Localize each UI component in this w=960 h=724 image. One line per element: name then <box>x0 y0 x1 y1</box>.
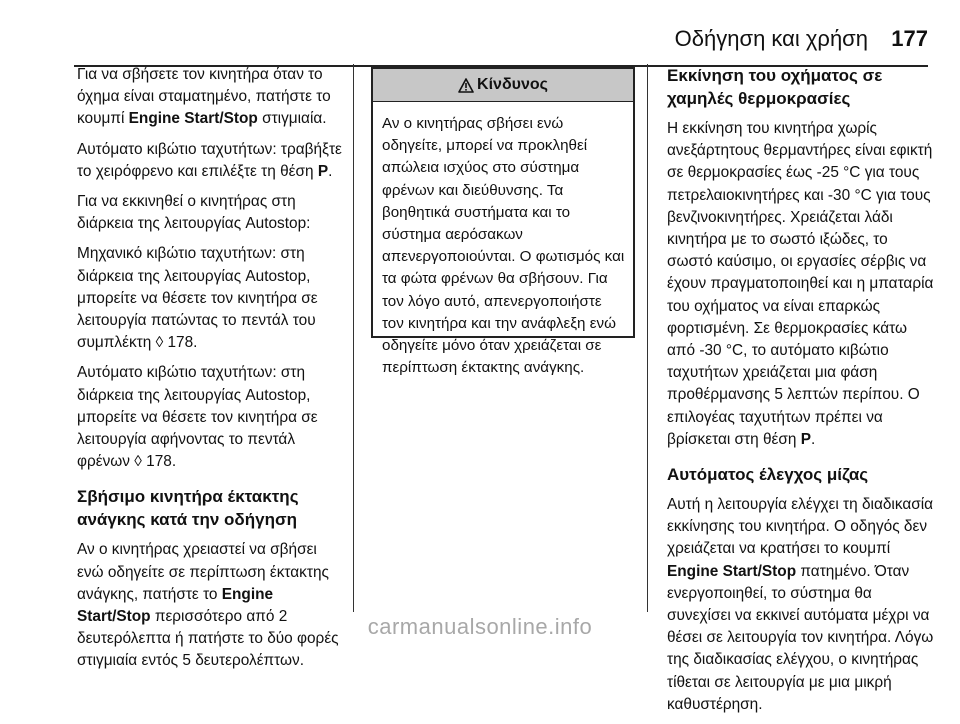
footer-watermark <box>0 612 960 642</box>
paragraph: Για να σβήσετε τον κινητήρα όταν το όχημα είναι σταματημένο, πατήστε το κουμπί Engine Start/Stop στιγμιαία. <box>77 66 331 128</box>
danger-box <box>371 67 635 377</box>
page-reference: ◊ 178. <box>155 334 198 352</box>
paragraph: Μηχανικό κιβώτιο ταχυτήτων: στη διάρκεια της λειτουργίας Autostop, μπορείτε να θέσετε τον κινητήρα σε λειτουργία πατώντας το πεντάλ του συμπλέκτη ◊ 178. <box>77 245 318 352</box>
paragraph: Αυτή η λειτουργία ελέγχει τη διαδικασία εκκίνησης του κινητήρα. Ο οδηγός δεν χρειάζεται να κρατήσει το κουμπί Engine Start/Stop πατημένο. Όταν ενεργοποιηθεί, το σύστημα θα συνεχίσει να εκκινεί αυτόματα μέχρι να θέσει σε λειτουργία τον κινητήρα. Λόγω της διαδικασίας ελέγχου, ο κινητήρας τίθεται σε λειτουργία με μια μικρή καθυστέρηση. <box>667 496 934 713</box>
paragraph: Η εκκίνηση του κινητήρα χωρίς ανεξάρτητους θερμαντήρες είναι εφικτή σε θερμοκρασίες έως -25 °C για τους πετρελαιοκινητήρες και -30 °C για τους βενζινοκινητήρες. Χρειάζεται λάδι κινητήρα με το σωστό ιξώδες, το σωστό καύσιμο, οι εργασίες σέρβις να έχουν πραγματοποιηθεί και η μπαταρία του οχήματος να είναι επαρκώς φορτισμένη. Σε θερμοκρασίες κάτω από -30 °C, το αυτόματο κιβώτιο ταχυτήτων χρειάζεται μια φάση προθέρμανσης 5 λεπτών περίπου. Ο επιλογέας ταχυτήτων πρέπει να βρίσκεται στη θέση P. <box>667 120 934 448</box>
warning-triangle-icon <box>458 78 474 93</box>
paragraph: Για να εκκινηθεί ο κινητήρας στη διάρκεια της λειτουργίας Autostop: <box>77 193 311 233</box>
danger-header <box>373 69 633 102</box>
engine-start-stop-label: Engine Start/Stop <box>667 562 797 580</box>
section-heading: Αυτόματος έλεγχος μίζας <box>667 465 869 485</box>
page-header <box>0 22 960 62</box>
column-left <box>77 64 345 681</box>
watermark-text: carmanualsonline.info <box>367 614 593 639</box>
page-reference: ◊ 178. <box>134 453 177 471</box>
paragraph: Αυτόματο κιβώτιο ταχυτήτων: στη διάρκεια της λειτουργίας Autostop, μπορείτε να θέσετε τον κινητήρα σε λειτουργία αφήνοντας το πεντάλ φρένων ◊ 178. <box>77 364 318 471</box>
paragraph: Αν ο κινητήρας χρειαστεί να σβήσει ενώ οδηγείτε σε περίπτωση έκτακτης ανάγκης, πατήστε το Engine Start/Stop περισσότερο από 2 δευτερόλεπτα ή πατήστε το δύο φορές στιγμιαία εντός 5 δευτερολέπτων. <box>77 541 339 670</box>
gear-position-label: P <box>800 430 811 448</box>
engine-start-stop-label: Engine Start/Stop <box>128 110 258 128</box>
column-divider <box>353 64 354 612</box>
section-heading: Εκκίνηση του οχήματος σε χαμηλές θερμοκρασίες <box>667 66 883 108</box>
danger-title: Κίνδυνος <box>477 76 548 93</box>
engine-start-stop-label: Engine Start/Stop <box>77 585 274 626</box>
page-number: 177 <box>891 26 928 51</box>
section-title: Οδήγηση και χρήση <box>674 26 868 51</box>
danger-text: Αν ο κινητήρας σβήσει ενώ οδηγείτε, μπορεί να προκληθεί απώλεια ισχύος στο σύστημα φρένων και διεύθυνσης. Τα βοηθητικά συστήματα και το σύστημα αερόσακων απενεργοποιούνται. Ο φωτισμός και τα φώτα φρένων θα σβήσουν. Για τον λόγο αυτό, απενεργοποιήστε τον κινητήρα και την ανάφλεξη ενώ οδηγείτε μόνο όταν χρειάζεται σε περίπτωση έκτακτης ανάγκης. <box>382 115 625 377</box>
gear-position-label: P <box>317 162 329 180</box>
paragraph: Αυτόματο κιβώτιο ταχυτήτων: τραβήξτε το χειρόφρενο και επιλέξτε τη θέση P. <box>77 140 342 180</box>
section-heading: Σβήσιμο κινητήρα έκτακτης ανάγκης κατά την οδήγηση <box>77 487 299 530</box>
column-divider <box>647 64 648 612</box>
